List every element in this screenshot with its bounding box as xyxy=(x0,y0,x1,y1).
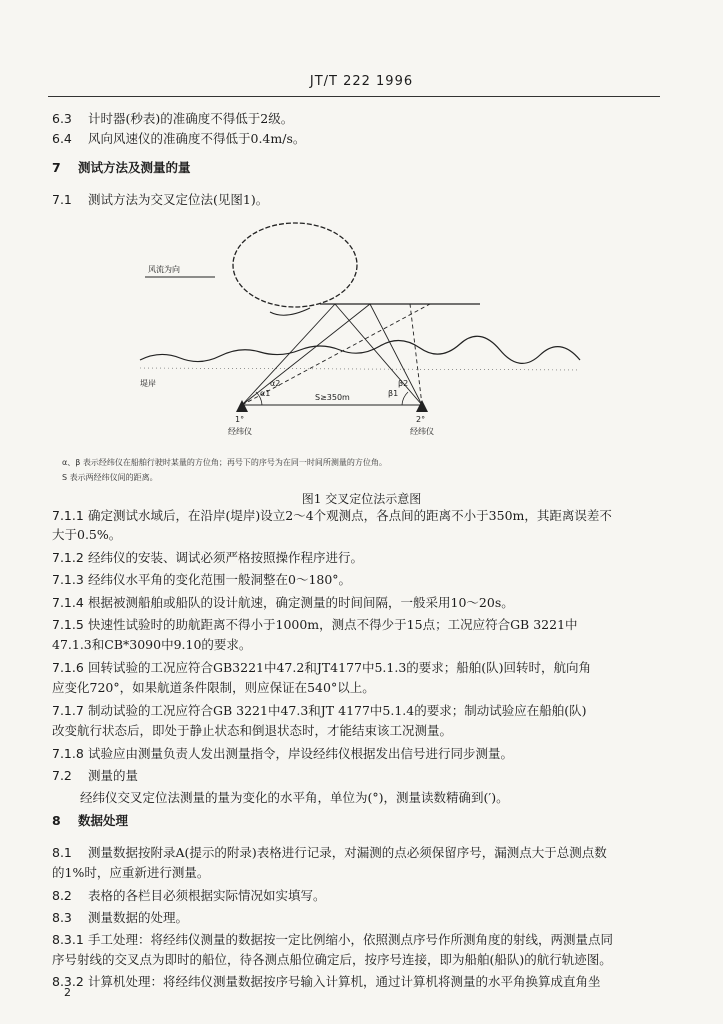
clause-text: 的1%时，应重新进行测量。 xyxy=(52,865,210,880)
sight-line-1a xyxy=(242,304,335,405)
clause-number: 7.1 xyxy=(52,192,72,207)
clause-number: 8.3.1 xyxy=(52,932,84,947)
clause-text: 试验应由测量负责人发出测量指令，岸设经纬仪根据发出信号进行同步测量。 xyxy=(88,746,514,761)
text-line xyxy=(52,527,662,543)
text-line xyxy=(52,595,662,611)
header-rule xyxy=(48,96,660,97)
clause-text: 根据被测船舶或船队的设计航速，确定测量的时间间隔，一般采用10～20s。 xyxy=(88,595,514,610)
text-line xyxy=(52,746,662,762)
clause-text: 表格的各栏目必须根据实际情况如实填写。 xyxy=(88,888,326,903)
text-line xyxy=(52,952,662,968)
text-line xyxy=(52,845,662,861)
clause-text: 大于0.5%。 xyxy=(52,527,122,542)
text-line xyxy=(52,865,662,881)
clause-text: 测试方法为交叉定位法(见图1)。 xyxy=(88,192,269,207)
text-line xyxy=(80,790,690,806)
clause-text: 经纬仪交叉定位法测量的量为变化的水平角，单位为(°)，测量读数精确到(′)。 xyxy=(80,790,509,805)
section-number: 8 xyxy=(52,813,61,828)
clause-number: 7.1.2 xyxy=(52,550,84,565)
clause-text: 确定测试水域后，在沿岸(堤岸)设立2～4个观测点，各点间的距离不小于350m，其距离误差不 xyxy=(88,508,612,523)
text-line xyxy=(52,932,662,948)
clause-text: 应变化720°，如果航道条件限制，则应保证在540°以上。 xyxy=(52,680,375,695)
text-line xyxy=(52,550,662,566)
turning-circle xyxy=(233,223,357,307)
section-8-heading xyxy=(52,813,662,829)
text-line xyxy=(52,974,662,990)
clause-number: 7.1.7 xyxy=(52,703,84,718)
clause-text: 经纬仪的安装、调试必须严格按照操作程序进行。 xyxy=(88,550,364,565)
figure-note-1: α、β 表示经纬仪在船舶行驶时某量的方位角；再号下的序号为在同一时间所测量的方位角。 xyxy=(62,458,387,467)
angle-beta-2: β2 xyxy=(398,379,409,388)
clause-number: 7.1.1 xyxy=(52,508,84,523)
angle-arc-beta xyxy=(402,392,408,405)
clause-7-1 xyxy=(52,192,662,208)
clause-number: 7.1.4 xyxy=(52,595,84,610)
text-line xyxy=(52,617,662,633)
section-number: 7 xyxy=(52,160,61,175)
station-2-id: 2° xyxy=(416,415,426,424)
clause-6-3 xyxy=(52,111,662,127)
clause-number: 7.1.3 xyxy=(52,572,84,587)
shore-line xyxy=(140,336,580,363)
clause-text: 测量数据的处理。 xyxy=(88,910,189,925)
clause-number: 7.1.5 xyxy=(52,617,84,632)
clause-text: 序号射线的交叉点为即时的船位，待各测点船位确定后，按序号连接，即为船舶(船队)的航行轨迹图。 xyxy=(52,952,612,967)
sight-line-2a xyxy=(335,304,422,405)
text-line xyxy=(52,910,662,926)
clause-text: 改变航行状态后，即处于静止状态和倒退状态时，才能结束该工况测量。 xyxy=(52,723,453,738)
section-title: 测试方法及测量的量 xyxy=(78,160,191,175)
clause-number: 6.4 xyxy=(52,131,72,146)
wind-label: 风流为向 xyxy=(148,265,180,274)
text-line xyxy=(52,680,662,696)
section-7-heading xyxy=(52,160,662,176)
shore-hatching xyxy=(140,368,580,370)
angle-alpha-1: α1 xyxy=(260,389,271,398)
clause-number: 6.3 xyxy=(52,111,72,126)
station-1-id: 1° xyxy=(235,415,245,424)
page-header: JT/T 222 1996 xyxy=(309,74,414,89)
clause-text: 回转试验的工况应符合GB3221中47.2和JT4177中5.1.3的要求；船舶(队)回转时，航向角 xyxy=(88,660,592,675)
station-2-label: 经纬仪 xyxy=(410,427,434,436)
clause-text: 经纬仪水平角的变化范围一般洞整在0～180°。 xyxy=(88,572,352,587)
clause-number: 7.2 xyxy=(52,768,72,783)
figure-note-2: S 表示两经纬仪间的距离。 xyxy=(62,473,158,482)
clause-text: 计时器(秒表)的准确度不得低于2级。 xyxy=(88,111,294,126)
cross-positioning-diagram xyxy=(120,220,620,450)
angle-beta-1: β1 xyxy=(388,389,399,398)
clause-number: 8.1 xyxy=(52,845,72,860)
clause-text: 快速性试验时的助航距离不得小于1000m，测点不得少于15点；工况应符合GB 3221中 xyxy=(88,617,578,632)
figure-caption: 图1 交叉定位法示意图 xyxy=(301,492,422,506)
angle-alpha-2: α2 xyxy=(270,379,281,388)
text-line xyxy=(52,660,662,676)
station-1-label: 经纬仪 xyxy=(228,427,252,436)
sight-line-2c xyxy=(410,304,422,405)
figure-1-diagram xyxy=(120,220,620,450)
clause-text: 风向风速仪的准确度不得低于0.4m/s。 xyxy=(88,131,306,146)
text-line xyxy=(52,888,662,904)
shore-label: 堤岸 xyxy=(140,379,156,388)
text-line xyxy=(52,572,662,588)
section-title: 数据处理 xyxy=(78,813,129,828)
clause-text: 计算机处理：将经纬仪测量数据按序号输入计算机，通过计算机将测量的水平角换算成直角坐 xyxy=(88,974,601,989)
clause-text: 47.1.3和CB*3090中9.10的要求。 xyxy=(52,637,252,652)
clause-6-4 xyxy=(52,131,662,147)
clause-number: 8.3 xyxy=(52,910,72,925)
turn-entry-line xyxy=(270,308,310,315)
clause-number: 7.1.6 xyxy=(52,660,84,675)
clause-number: 8.3.2 xyxy=(52,974,84,989)
clause-number: 7.1.8 xyxy=(52,746,84,761)
text-line xyxy=(52,703,662,719)
text-line xyxy=(52,637,662,653)
text-line xyxy=(52,768,662,784)
clause-text: 手工处理：将经纬仪测量的数据按一定比例缩小，依照测点序号作所测角度的射线，两测量点同 xyxy=(88,932,614,947)
clause-number: 8.2 xyxy=(52,888,72,903)
page-number: 2 xyxy=(64,986,71,999)
clause-text: 测量数据按附录A(提示的附录)表格进行记录，对漏测的点必须保留序号，漏测点大于总测点数 xyxy=(88,845,607,860)
station-2-marker xyxy=(416,400,428,412)
text-line xyxy=(52,723,662,739)
clause-text: 制动试验的工况应符合GB 3221中47.3和JT 4177中5.1.4的要求；制动试验应在船舶(队) xyxy=(88,703,587,718)
clause-text: 测量的量 xyxy=(88,768,139,783)
text-line xyxy=(52,508,662,524)
distance-label: S≥350m xyxy=(315,393,350,402)
